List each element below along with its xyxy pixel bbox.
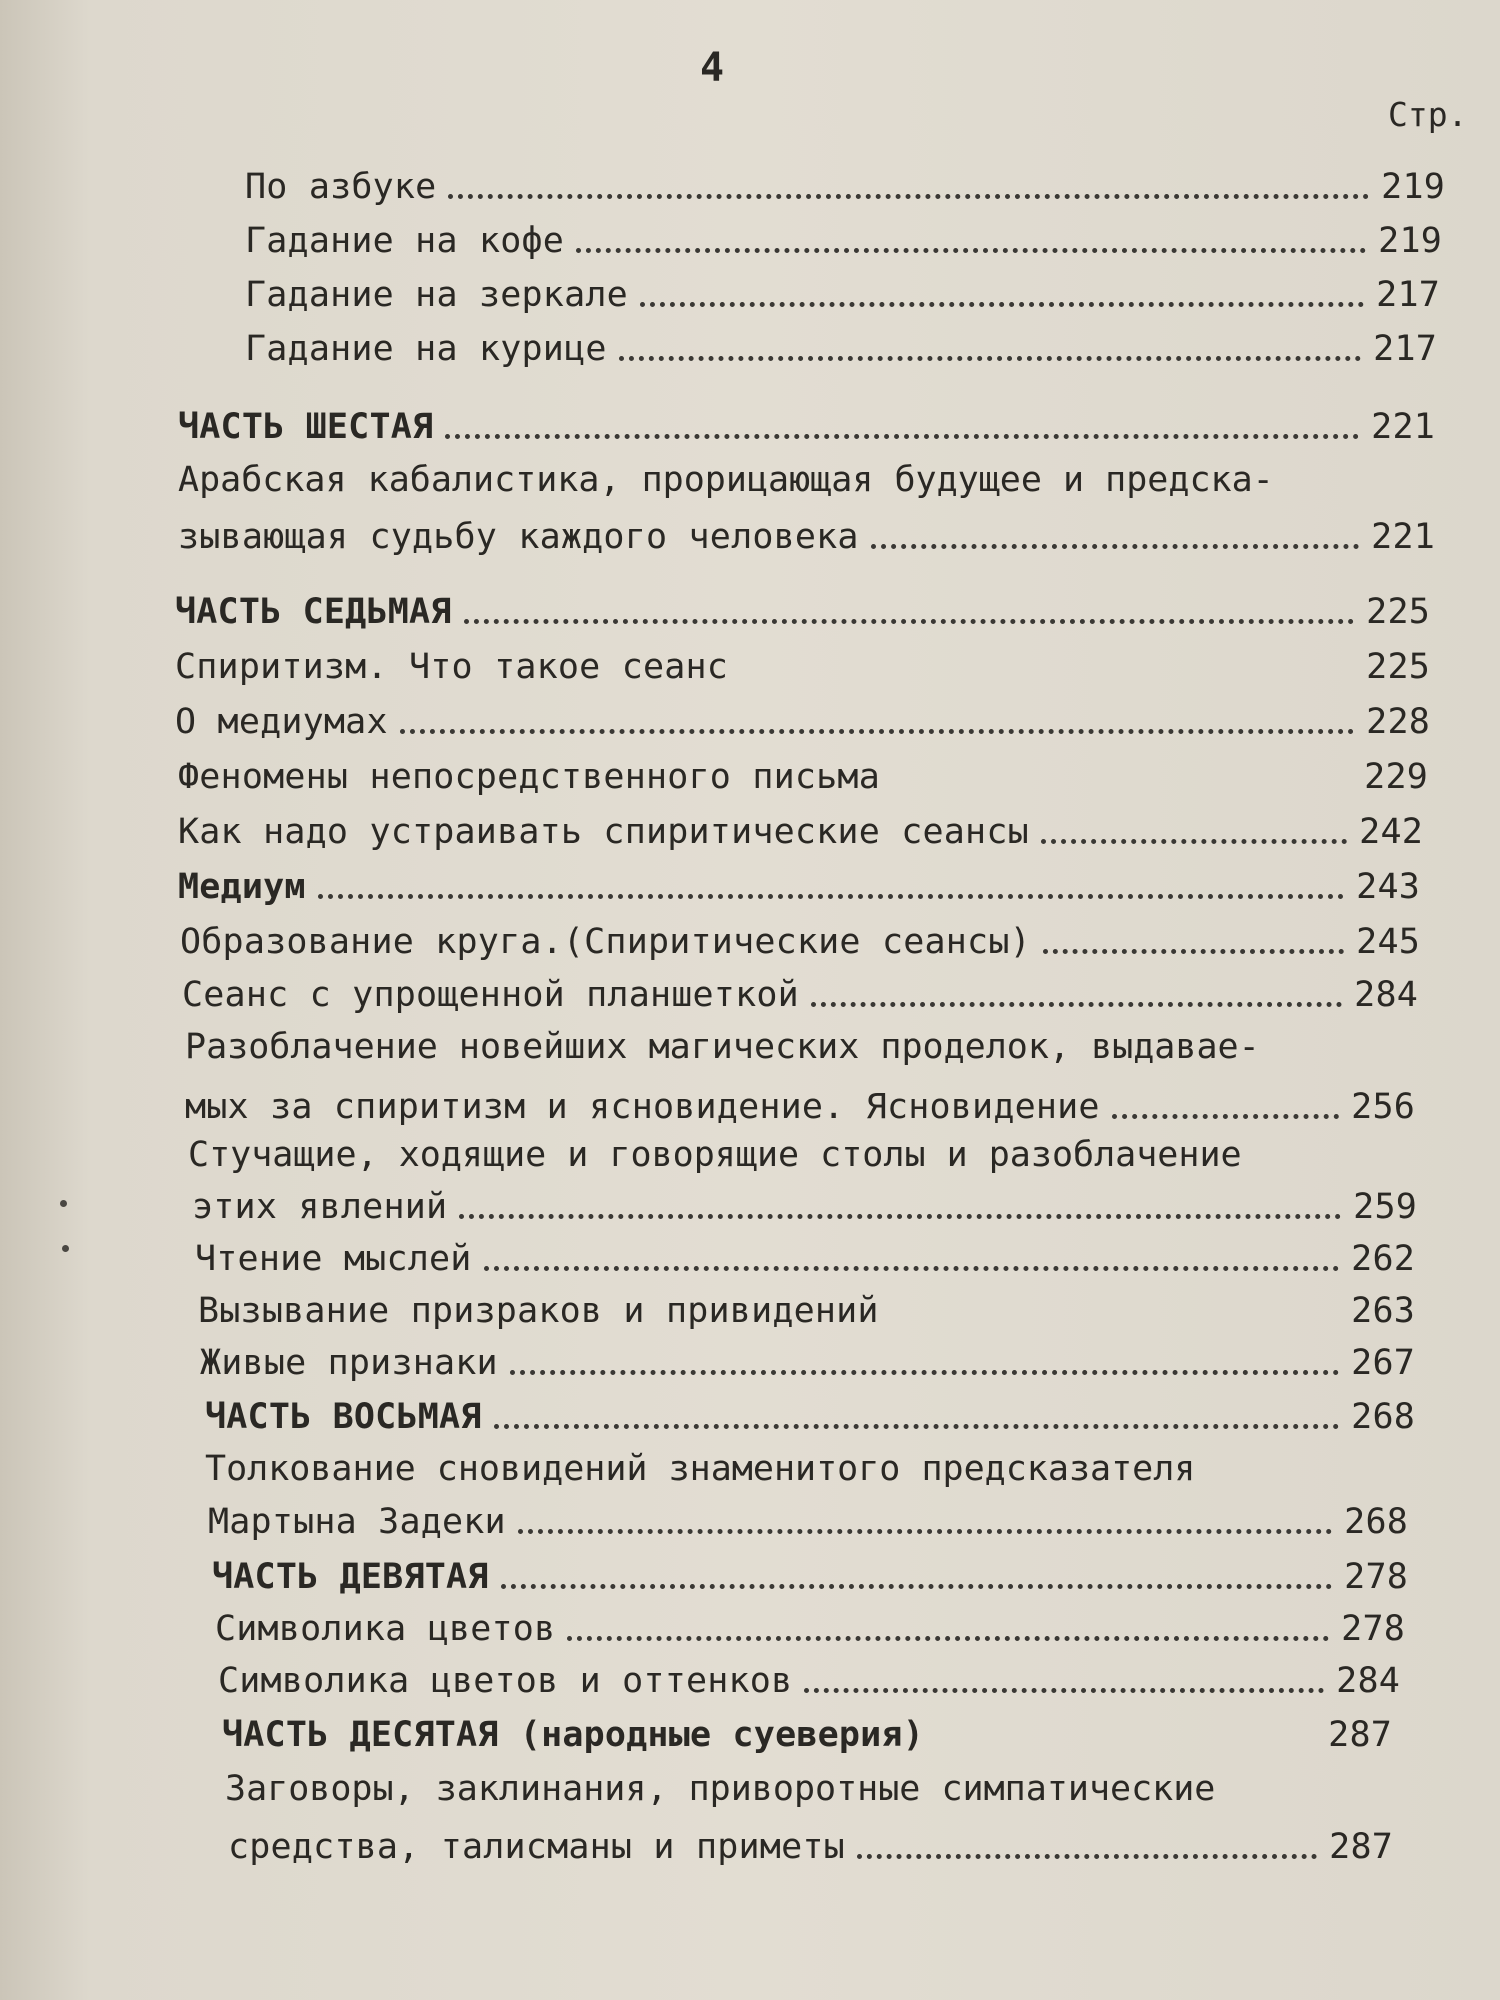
toc-entry-label: Символика цветов — [215, 1609, 556, 1649]
toc-leader-dots — [857, 1854, 1317, 1859]
toc-entry — [175, 702, 1430, 742]
toc-entry — [178, 867, 1420, 907]
toc-entry-page: 217 — [1373, 329, 1437, 369]
toc-entry-page: 267 — [1351, 1343, 1415, 1383]
toc-entry-page: 278 — [1341, 1609, 1405, 1649]
toc-leader-dots — [445, 434, 1359, 439]
toc-entry-page: 225 — [1366, 592, 1430, 632]
toc-section-heading — [205, 1397, 1415, 1437]
toc-entry-label: мых за спиритизм и ясновидение. Ясновидение — [185, 1087, 1100, 1127]
toc-entry-page: 284 — [1336, 1661, 1400, 1701]
toc-entry-label: ЧАСТЬ ДЕСЯТАЯ (народные суеверия) — [222, 1715, 924, 1755]
page-column-header: Стр. — [1388, 95, 1468, 134]
toc-entry — [185, 1087, 1415, 1127]
toc-leader-dots — [891, 1318, 1339, 1323]
toc-section-heading — [212, 1557, 1408, 1597]
toc-entry — [195, 1239, 1415, 1279]
toc-entry-line: Толкование сновидений знаменитого предсказателя — [205, 1449, 1196, 1489]
toc-leader-dots — [936, 1742, 1316, 1747]
toc-entry-page: 221 — [1371, 517, 1435, 557]
toc-entry-page: 242 — [1359, 812, 1423, 852]
toc-entry-label: Гадание на зеркале — [245, 275, 628, 315]
toc-entry — [200, 1343, 1415, 1383]
toc-entry-page: 278 — [1344, 1557, 1408, 1597]
toc-entry — [215, 1609, 1405, 1649]
toc-entry-page: 219 — [1378, 221, 1442, 261]
toc-entry-label: ЧАСТЬ ДЕВЯТАЯ — [212, 1557, 489, 1597]
toc-entry-page: 256 — [1351, 1087, 1415, 1127]
toc-entry — [180, 922, 1420, 962]
toc-leader-dots — [576, 248, 1366, 253]
toc-entry-line: Разоблачение новейших магических проделок, выдавае- — [185, 1027, 1260, 1067]
toc-entry-label: Гадание на кофе — [245, 221, 565, 261]
toc-section-heading — [175, 592, 1430, 632]
toc-entry — [178, 812, 1423, 852]
toc-entry-line: Заговоры, заклинания, приворотные симпатические — [225, 1769, 1216, 1809]
toc-entry — [245, 221, 1442, 261]
toc-leader-dots — [811, 1002, 1342, 1007]
toc-leader-dots — [804, 1688, 1324, 1693]
toc-entry-label: ЧАСТЬ ШЕСТАЯ — [178, 407, 434, 447]
toc-leader-dots — [448, 194, 1369, 199]
toc-entry-page: 217 — [1376, 275, 1440, 315]
toc-entry-label: Сеанс с упрощенной планшеткой — [182, 975, 799, 1015]
toc-entry-page: 245 — [1356, 922, 1420, 962]
toc-entry-line: Арабская кабалистика, прорицающая будущее и предска- — [178, 460, 1274, 500]
toc-entry — [245, 167, 1445, 207]
toc-entry — [198, 1291, 1415, 1331]
toc-entry-page: 263 — [1351, 1291, 1415, 1331]
toc-entry-line: Стучащие, ходящие и говорящие столы и разоблачение — [188, 1135, 1242, 1175]
toc-entry-label: ЧАСТЬ СЕДЬМАЯ — [175, 592, 452, 632]
toc-leader-dots — [518, 1529, 1332, 1534]
margin-mark — [60, 1200, 67, 1207]
toc-leader-dots — [740, 674, 1354, 679]
toc-leader-dots — [892, 784, 1352, 789]
toc-entry-page: 229 — [1364, 757, 1428, 797]
toc-entry — [192, 1187, 1417, 1227]
toc-leader-dots — [1041, 839, 1347, 844]
toc-entry — [208, 1502, 1408, 1542]
toc-entry-label: Спиритизм. Что такое сеанс — [175, 647, 729, 687]
toc-entry-page: 219 — [1381, 167, 1445, 207]
toc-entry-label: Живые признаки — [200, 1343, 498, 1383]
toc-entry-page: 243 — [1356, 867, 1420, 907]
toc-section-heading — [222, 1715, 1392, 1755]
toc-entry-label: Как надо устраивать спиритические сеансы — [178, 812, 1029, 852]
toc-leader-dots — [501, 1584, 1333, 1589]
toc-entry — [178, 517, 1435, 557]
toc-entry-label: Чтение мыслей — [195, 1239, 472, 1279]
toc-leader-dots — [871, 544, 1359, 549]
toc-entry-page: 287 — [1328, 1715, 1392, 1755]
toc-entry-page: 228 — [1366, 702, 1430, 742]
toc-entry-page: 268 — [1344, 1502, 1408, 1542]
toc-leader-dots — [1043, 949, 1344, 954]
toc-leader-dots — [1112, 1114, 1339, 1119]
toc-entry-label: ЧАСТЬ ВОСЬМАЯ — [205, 1397, 482, 1437]
toc-entry-page: 287 — [1329, 1827, 1393, 1867]
toc-entry-label: Символика цветов и оттенков — [218, 1661, 793, 1701]
toc-entry-label: Образование круга.(Спиритические сеансы) — [180, 922, 1031, 962]
toc-entry-label: этих явлений — [192, 1187, 448, 1227]
toc-entry-page: 268 — [1351, 1397, 1415, 1437]
toc-entry — [175, 647, 1430, 687]
toc-entry — [245, 275, 1440, 315]
toc-entry-label: Вызывание призраков и привидений — [198, 1291, 879, 1331]
toc-entry-page: 225 — [1366, 647, 1430, 687]
toc-leader-dots — [640, 302, 1364, 307]
toc-entry — [228, 1827, 1393, 1867]
toc-entry-label: По азбуке — [245, 167, 437, 207]
toc-entry-page: 259 — [1353, 1187, 1417, 1227]
toc-leader-dots — [510, 1370, 1339, 1375]
toc-entry — [178, 757, 1428, 797]
toc-leader-dots — [494, 1424, 1340, 1429]
toc-entry-label: Гадание на курице — [245, 329, 607, 369]
toc-entry-page: 284 — [1354, 975, 1418, 1015]
toc-leader-dots — [459, 1214, 1341, 1219]
toc-entry-label: средства, талисманы и приметы — [228, 1827, 845, 1867]
toc-entry-label: О медиумах — [175, 702, 388, 742]
toc-entry-label: зывающая судьбу каждого человека — [178, 517, 859, 557]
toc-leader-dots — [464, 619, 1355, 624]
toc-entry-page: 221 — [1371, 407, 1435, 447]
toc-entry-label: Медиум — [178, 867, 306, 907]
toc-entry-label: Феномены непосредственного письма — [178, 757, 880, 797]
toc-section-heading — [178, 407, 1435, 447]
toc-leader-dots — [484, 1266, 1340, 1271]
toc-entry-label: Мартына Задеки — [208, 1502, 506, 1542]
toc-entry-page: 262 — [1351, 1239, 1415, 1279]
page-number: 4 — [700, 45, 725, 91]
toc-entry — [182, 975, 1418, 1015]
toc-leader-dots — [619, 356, 1362, 361]
toc-leader-dots — [400, 729, 1354, 734]
toc-leader-dots — [318, 894, 1345, 899]
toc-entry — [245, 329, 1437, 369]
toc-entry — [218, 1661, 1400, 1701]
margin-mark — [62, 1245, 69, 1252]
toc-leader-dots — [567, 1636, 1329, 1641]
